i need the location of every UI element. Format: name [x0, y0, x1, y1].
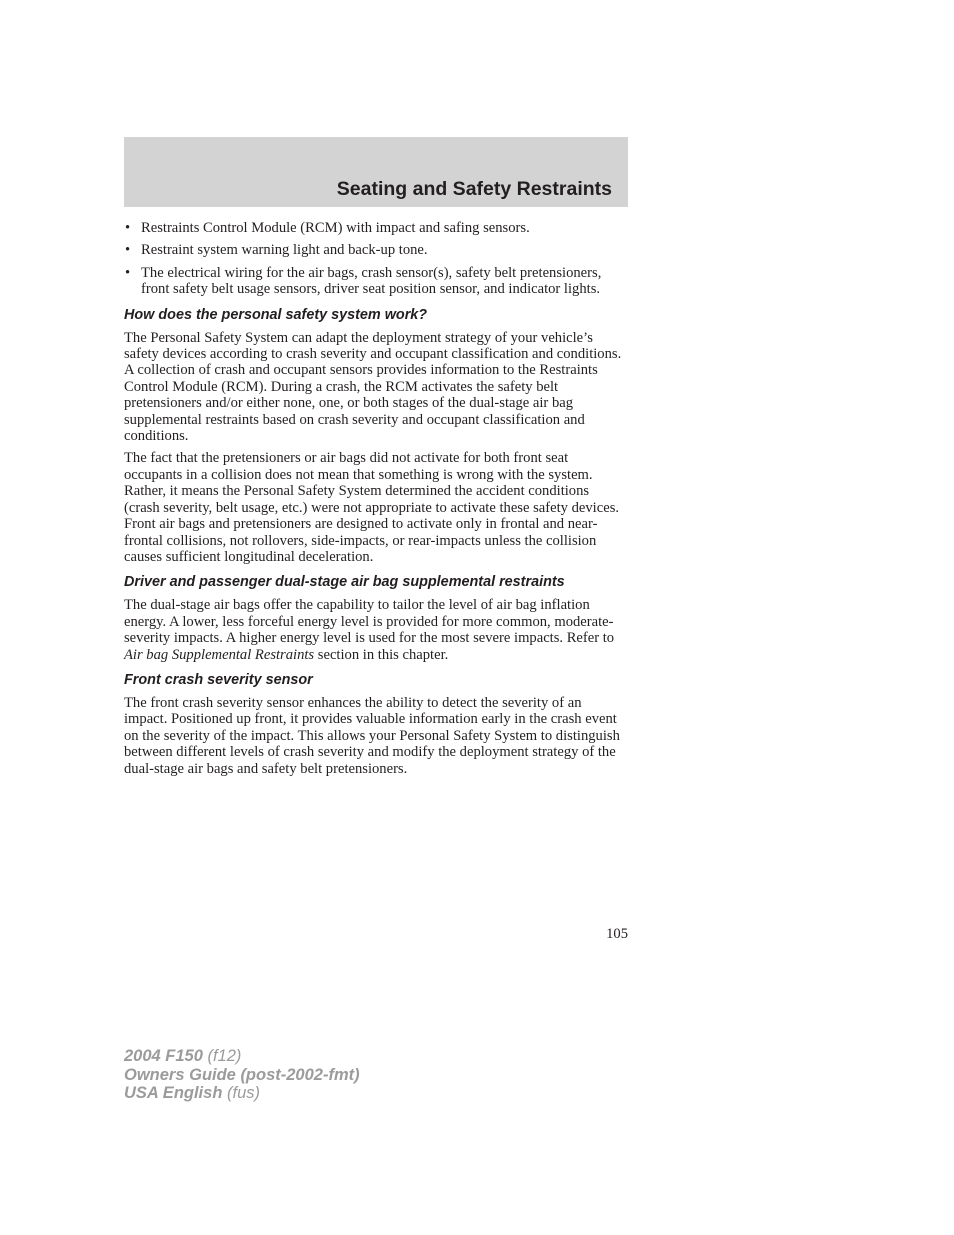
bullet-icon: •	[125, 242, 131, 259]
footer-line	[124, 1066, 360, 1085]
section-title: Seating and Safety Restraints	[336, 178, 612, 200]
paragraph-text: The dual-stage air bags offer the capability to tailor the level of air bag inflation energy. A lower, less forceful energy level is provided for more common, moderate-severity impacts. A higher energy level is used for the most severe impacts. Refer to	[124, 597, 615, 647]
footer-guide: Owners Guide (post-2002-fmt)	[124, 1065, 360, 1084]
list-item-text: Restraints Control Module (RCM) with impact and safing sensors.	[141, 220, 530, 236]
footer-model: 2004 F150	[124, 1047, 203, 1065]
page-number: 105	[606, 926, 628, 942]
bullet-icon: •	[125, 220, 131, 236]
list-item	[124, 242, 628, 258]
subheading-how-it-works: How does the personal safety system work?	[124, 306, 428, 323]
body-paragraph: The front crash severity sensor enhances the ability to detect the severity of an impact. Positioned up front, it provides valuable information early in the crash event on the severity of the impact. This allows your Personal Safety System to distinguish between different levels of crash severity and modify the deployment strategy of the dual-stage air bags and safety belt pretensioners.	[124, 694, 620, 777]
page-content	[124, 220, 628, 783]
body-paragraph	[124, 597, 628, 663]
list-item-text: The electrical wiring for the air bags, crash sensor(s), safety belt pretensioners, front safety belt usage sensors, driver seat position sensor, and indicator lights.	[141, 264, 602, 298]
cross-reference: Air bag Supplemental Restraints	[124, 646, 315, 663]
subheading-dual-stage-air-bags: Driver and passenger dual-stage air bag supplemental restraints	[124, 574, 565, 591]
body-paragraph: The Personal Safety System can adapt the deployment strategy of your vehicle’s safety devices according to crash severity and occupant classification and conditions. A collection of crash and occupant sensors provides information to the Restraints Control Module (RCM). During a crash, the RCM activates the safety belt pretensioners and/or either none, one, or both stages of the dual-stage air bag supplemental restraints based on crash severity and occupant classification and conditions.	[124, 329, 622, 445]
component-list	[124, 220, 628, 298]
footer-line	[124, 1047, 360, 1066]
list-item	[124, 220, 628, 236]
footer-language-code: (fus)	[227, 1084, 260, 1102]
section-header-band	[124, 137, 628, 207]
list-item	[124, 265, 628, 298]
paragraph-text: section in this chapter.	[317, 646, 449, 663]
bullet-icon: •	[125, 264, 131, 281]
footer-model-code: (f12)	[207, 1047, 242, 1065]
subheading-front-crash-sensor: Front crash severity sensor	[124, 671, 313, 688]
list-item-text: Restraint system warning light and back-up tone.	[141, 242, 428, 259]
footer-language: USA English	[124, 1084, 223, 1102]
footer-line	[124, 1084, 360, 1103]
document-footer	[124, 1047, 360, 1103]
body-paragraph: The fact that the pretensioners or air bags did not activate for both front seat occupants in a collision does not mean that something is wrong with the system. Rather, it means the Personal Safety System determined the accident conditions (crash severity, belt usage, etc.) were not appropriate to activate these safety devices. Front air bags and pretensioners are designed to activate only in frontal and near-frontal collisions, not rollovers, side-impacts, or rear-impacts unless the collision causes sufficient longitudinal deceleration.	[124, 450, 620, 565]
